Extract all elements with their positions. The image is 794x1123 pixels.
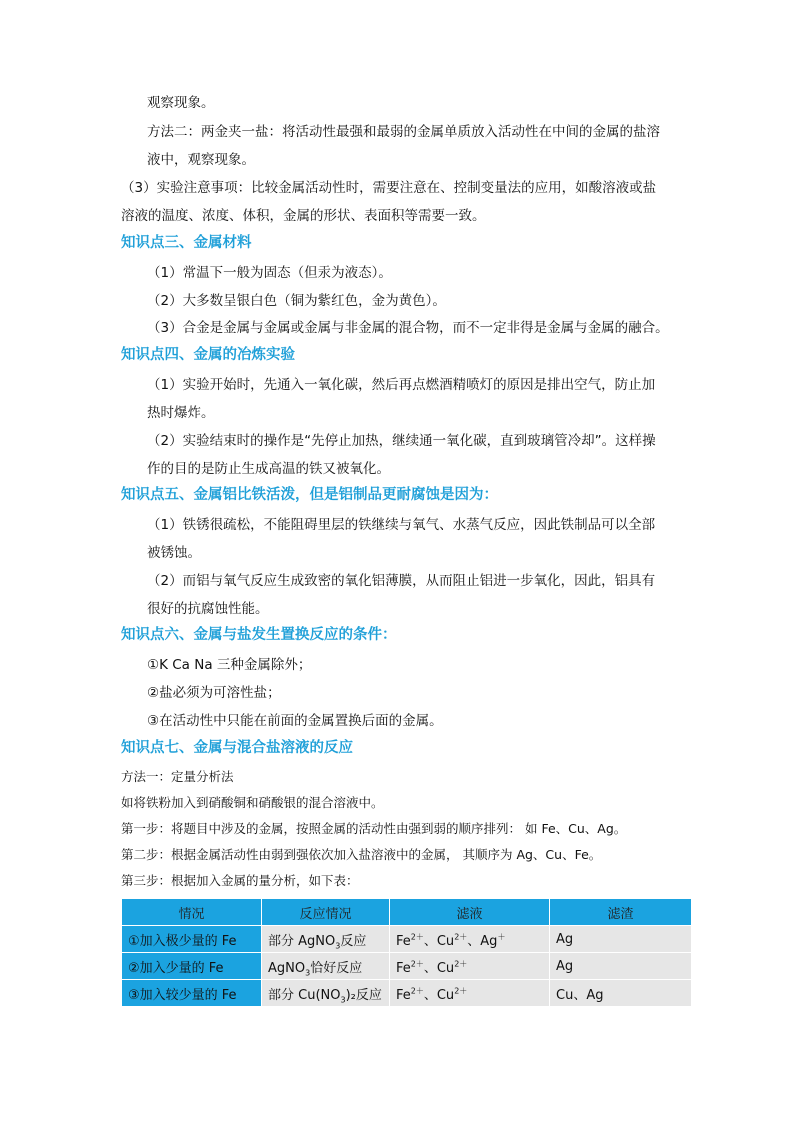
- ion-symbol: Fe: [396, 960, 411, 976]
- ion-charge: 2＋: [410, 932, 424, 942]
- section-heading: 知识点五、金属铝比铁活泼，但是铝制品更耐腐蚀是因为：: [121, 487, 498, 503]
- reaction-cell: [262, 926, 390, 953]
- section-heading: 知识点四、金属的冶炼实验: [121, 347, 295, 363]
- subscript: 3: [340, 995, 346, 1005]
- subscript: 3: [335, 941, 341, 951]
- situation-cell: ②加入少量的 Fe: [122, 953, 262, 980]
- ion-symbol: 、Ag: [467, 933, 498, 949]
- reaction-text: 部分 AgNO: [268, 933, 336, 949]
- text-line: （2）而铝与氧气反应生成致密的氧化铝薄膜，从而阻止铝进一步氧化，因此，铝具有: [147, 573, 656, 589]
- text-line: 热时爆炸。: [147, 405, 215, 421]
- column-header: 情况: [122, 899, 262, 926]
- column-header: 滤渣: [550, 899, 692, 926]
- reaction-cell: [262, 953, 390, 980]
- text-line: （2）实验结束时的操作是“先停止加热，继续通一氧化碳，直到玻璃管冷却”。这样操: [147, 433, 656, 449]
- ion-charge: 2＋: [454, 986, 468, 996]
- reaction-text: 恰好反应: [310, 960, 363, 976]
- column-header: 滤液: [390, 899, 550, 926]
- ion-symbol: Fe: [396, 933, 411, 949]
- text-line: （2）大多数呈银白色（铜为紫红色，金为黄色）。: [147, 293, 446, 309]
- filtrate-cell: [390, 953, 550, 980]
- ion-symbol: Fe: [396, 987, 411, 1003]
- text-line: 液中，观察现象。: [147, 152, 255, 168]
- reaction-text: AgNO: [268, 960, 306, 976]
- reaction-text: 反应: [340, 933, 367, 949]
- table-row: [122, 953, 692, 980]
- analysis-table: [121, 898, 692, 1007]
- reaction-text: 部分 Cu(NO: [268, 987, 341, 1003]
- table-row: [122, 926, 692, 953]
- text-line: ②盐必须为可溶性盐；: [147, 685, 281, 701]
- residue-cell: Cu、Ag: [550, 980, 692, 1007]
- section-heading: 知识点三、金属材料: [121, 235, 252, 251]
- text-line: 方法一：定量分析法: [121, 769, 234, 784]
- section-heading: 知识点六、金属与盐发生置换反应的条件：: [121, 627, 397, 643]
- subscript: 3: [305, 968, 311, 978]
- reaction-text: )₂反应: [345, 987, 382, 1003]
- text-line: （3）实验注意事项：比较金属活动性时，需要注意在、控制变量法的应用，如酸溶液或盐: [121, 180, 657, 196]
- text-line: 第三步：根据加入金属的量分析，如下表：: [121, 873, 359, 888]
- text-line: （1）常温下一般为固态（但汞为液态）。: [147, 265, 392, 281]
- situation-cell: ③加入较少量的 Fe: [122, 980, 262, 1007]
- text-line: 作的目的是防止生成高温的铁又被氧化。: [147, 461, 390, 477]
- table-header-row: [122, 899, 692, 926]
- section-heading: 知识点七、金属与混合盐溶液的反应: [121, 740, 353, 756]
- text-line: 被锈蚀。: [147, 545, 201, 561]
- text-line: 很好的抗腐蚀性能。: [147, 601, 269, 617]
- ion-charge: 2＋: [410, 986, 424, 996]
- ion-symbol: 、Cu: [423, 933, 455, 949]
- text-line: 如将铁粉加入到硝酸铜和硝酸银的混合溶液中。: [121, 795, 384, 810]
- ion-charge: 2＋: [410, 959, 424, 969]
- text-line: 方法二：两金夹一盐：将活动性最强和最弱的金属单质放入活动性在中间的金属的盐溶: [147, 124, 660, 140]
- text-line: 溶液的温度、浓度、体积，金属的形状、表面积等需要一致。: [121, 208, 486, 224]
- residue-cell: Ag: [550, 926, 692, 953]
- text-line: ③在活动性中只能在前面的金属置换后面的金属。: [147, 713, 443, 729]
- reaction-cell: [262, 980, 390, 1007]
- ion-symbol: 、Cu: [423, 987, 455, 1003]
- text-line: 第二步：根据金属活动性由弱到强依次加入盐溶液中的金属， 其顺序为 Ag、Cu、Fe。: [121, 847, 602, 862]
- text-line: （1）实验开始时，先通入一氧化碳，然后再点燃酒精喷灯的原因是排出空气，防止加: [147, 377, 656, 393]
- text-line: ①K Ca Na 三种金属除外；: [147, 657, 312, 673]
- situation-cell: ①加入极少量的 Fe: [122, 926, 262, 953]
- residue-cell: Ag: [550, 953, 692, 980]
- text-line: （1）铁锈很疏松，不能阻碍里层的铁继续与氧气、水蒸气反应，因此铁制品可以全部: [147, 517, 656, 533]
- text-line: 观察现象。: [147, 95, 215, 111]
- ion-symbol: 、Cu: [423, 960, 455, 976]
- table-row: [122, 980, 692, 1007]
- text-line: 第一步：将题目中涉及的金属，按照金属的活动性由强到弱的顺序排列： 如 Fe、Cu、Ag。: [121, 821, 627, 836]
- column-header: 反应情况: [262, 899, 390, 926]
- ion-charge: 2＋: [454, 932, 468, 942]
- ion-charge: ＋: [497, 932, 506, 942]
- filtrate-cell: [390, 980, 550, 1007]
- text-line: （3）合金是金属与金属或金属与非金属的混合物，而不一定非得是金属与金属的融合。: [147, 320, 669, 336]
- filtrate-cell: [390, 926, 550, 953]
- ion-charge: 2＋: [454, 959, 468, 969]
